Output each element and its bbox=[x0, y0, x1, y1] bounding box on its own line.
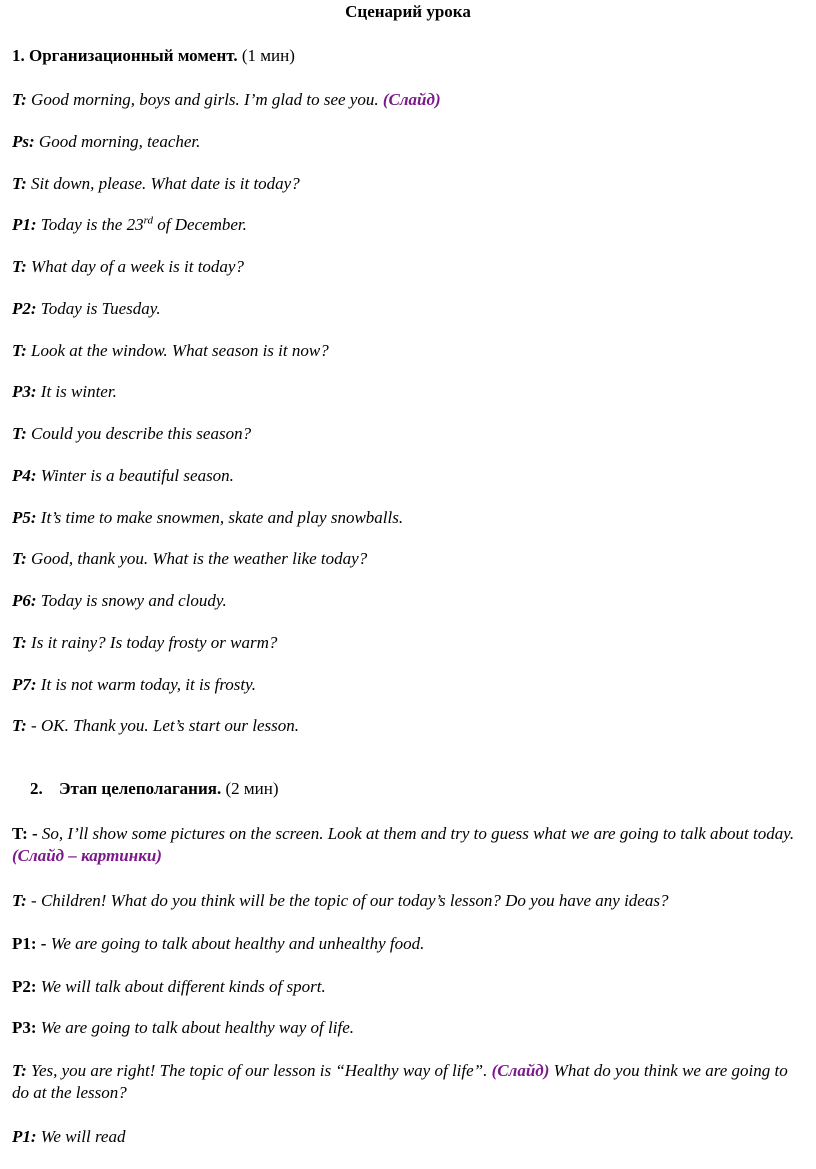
speaker-label: T: bbox=[12, 1061, 27, 1080]
line-text: - OK. Thank you. Let’s start our lesson. bbox=[26, 716, 299, 735]
speaker-label: Ps: bbox=[12, 132, 35, 151]
dialog-line bbox=[12, 89, 816, 111]
dialog-line bbox=[12, 1017, 816, 1039]
speaker-label: T: bbox=[12, 633, 27, 652]
line-text: Look at the window. What season is it now? bbox=[26, 341, 329, 360]
speaker-label: P3: bbox=[12, 1018, 37, 1037]
dash: - bbox=[27, 824, 42, 843]
speaker-label: T: bbox=[12, 174, 27, 193]
speaker-label: P6: bbox=[12, 591, 37, 610]
line-text: It is not warm today, it is frosty. bbox=[36, 675, 256, 694]
line-text: Today is the 23 bbox=[36, 215, 144, 234]
dialog-line bbox=[12, 507, 816, 529]
dialog-line bbox=[12, 890, 816, 912]
section-2-label: Этап целеполагания. bbox=[59, 779, 222, 798]
line-text: Yes, you are right! The topic of our lesson is “Healthy way of life”. bbox=[26, 1061, 492, 1080]
line-text: We are going to talk about healthy and unhealthy food. bbox=[50, 934, 425, 953]
dialog-line bbox=[12, 340, 816, 362]
line-text: Today is Tuesday. bbox=[36, 299, 161, 318]
speaker-label: P3: bbox=[12, 382, 37, 401]
dialog-line bbox=[12, 823, 816, 867]
line-text: Is it rainy? Is today frosty or warm? bbox=[26, 633, 278, 652]
dialog-line bbox=[12, 590, 816, 612]
section-1-heading bbox=[12, 46, 295, 66]
speaker-label: T: bbox=[12, 716, 27, 735]
dialog-line bbox=[12, 976, 816, 998]
line-text: Winter is a beautiful season. bbox=[36, 466, 234, 485]
dash: - bbox=[36, 934, 51, 953]
slide-marker: (Слайд) bbox=[382, 90, 441, 109]
slide-marker: (Слайд – картинки) bbox=[12, 846, 162, 865]
section-1-label: Организационный момент. bbox=[29, 46, 238, 65]
speaker-label: T: bbox=[12, 341, 27, 360]
speaker-label: P2: bbox=[12, 977, 37, 996]
line-text-after: What do you think we are going to do at the lesson? bbox=[12, 1061, 788, 1102]
dialog-line bbox=[12, 131, 816, 153]
line-text: Sit down, please. What date is it today? bbox=[26, 174, 300, 193]
speaker-label: P1: bbox=[12, 934, 37, 953]
speaker-label: P2: bbox=[12, 299, 37, 318]
section-2-heading bbox=[30, 779, 278, 799]
speaker-label: T: bbox=[12, 891, 27, 910]
line-text: Today is snowy and cloudy. bbox=[36, 591, 227, 610]
line-text: We will read bbox=[36, 1127, 126, 1146]
dialog-line bbox=[12, 465, 816, 487]
line-text: Good, thank you. What is the weather like today? bbox=[26, 549, 368, 568]
dialog-line bbox=[12, 548, 816, 570]
dialog-line bbox=[12, 256, 816, 278]
ordinal-suffix: rd bbox=[143, 214, 153, 227]
section-1-duration: (1 мин) bbox=[241, 46, 295, 65]
line-text: It is winter. bbox=[36, 382, 117, 401]
dialog-line bbox=[12, 933, 816, 955]
speaker-label: P7: bbox=[12, 675, 37, 694]
line-text: We will talk about different kinds of sport. bbox=[36, 977, 326, 996]
section-2-duration: (2 мин) bbox=[225, 779, 279, 798]
line-text: Good morning, teacher. bbox=[34, 132, 201, 151]
dialog-line bbox=[12, 381, 816, 403]
speaker-label: T: bbox=[12, 549, 27, 568]
line-text: It’s time to make snowmen, skate and play snowballs. bbox=[36, 508, 404, 527]
dialog-line bbox=[12, 715, 816, 737]
dialog-line bbox=[12, 1126, 816, 1148]
section-1-number: 1. bbox=[12, 46, 25, 65]
line-text: - Children! What do you think will be the topic of our today’s lesson? Do you have any ideas? bbox=[26, 891, 669, 910]
line-text: We are going to talk about healthy way of life. bbox=[36, 1018, 354, 1037]
dialog-line bbox=[12, 423, 816, 445]
line-text: So, I’ll show some pictures on the screen. Look at them and try to guess what we are going to talk about today. bbox=[41, 824, 795, 843]
dialog-line bbox=[12, 1060, 807, 1104]
section-2-number: 2. bbox=[30, 779, 43, 798]
speaker-label: T: bbox=[12, 90, 27, 109]
slide-marker: (Слайд) bbox=[491, 1061, 550, 1080]
line-text-after: of December. bbox=[152, 215, 247, 234]
line-text: Good morning, boys and girls. I’m glad to see you. bbox=[26, 90, 383, 109]
line-text: What day of a week is it today? bbox=[26, 257, 244, 276]
speaker-label: T: bbox=[12, 824, 28, 843]
speaker-label: P5: bbox=[12, 508, 37, 527]
page-title: Сценарий урока bbox=[345, 2, 471, 21]
speaker-label: P1: bbox=[12, 1127, 37, 1146]
speaker-label: P4: bbox=[12, 466, 37, 485]
line-text: Could you describe this season? bbox=[26, 424, 252, 443]
dialog-line bbox=[12, 674, 816, 696]
speaker-label: T: bbox=[12, 424, 27, 443]
speaker-label: T: bbox=[12, 257, 27, 276]
dialog-line bbox=[12, 214, 816, 236]
dialog-line bbox=[12, 632, 816, 654]
dialog-line bbox=[12, 173, 816, 195]
speaker-label: P1: bbox=[12, 215, 37, 234]
dialog-line bbox=[12, 298, 816, 320]
